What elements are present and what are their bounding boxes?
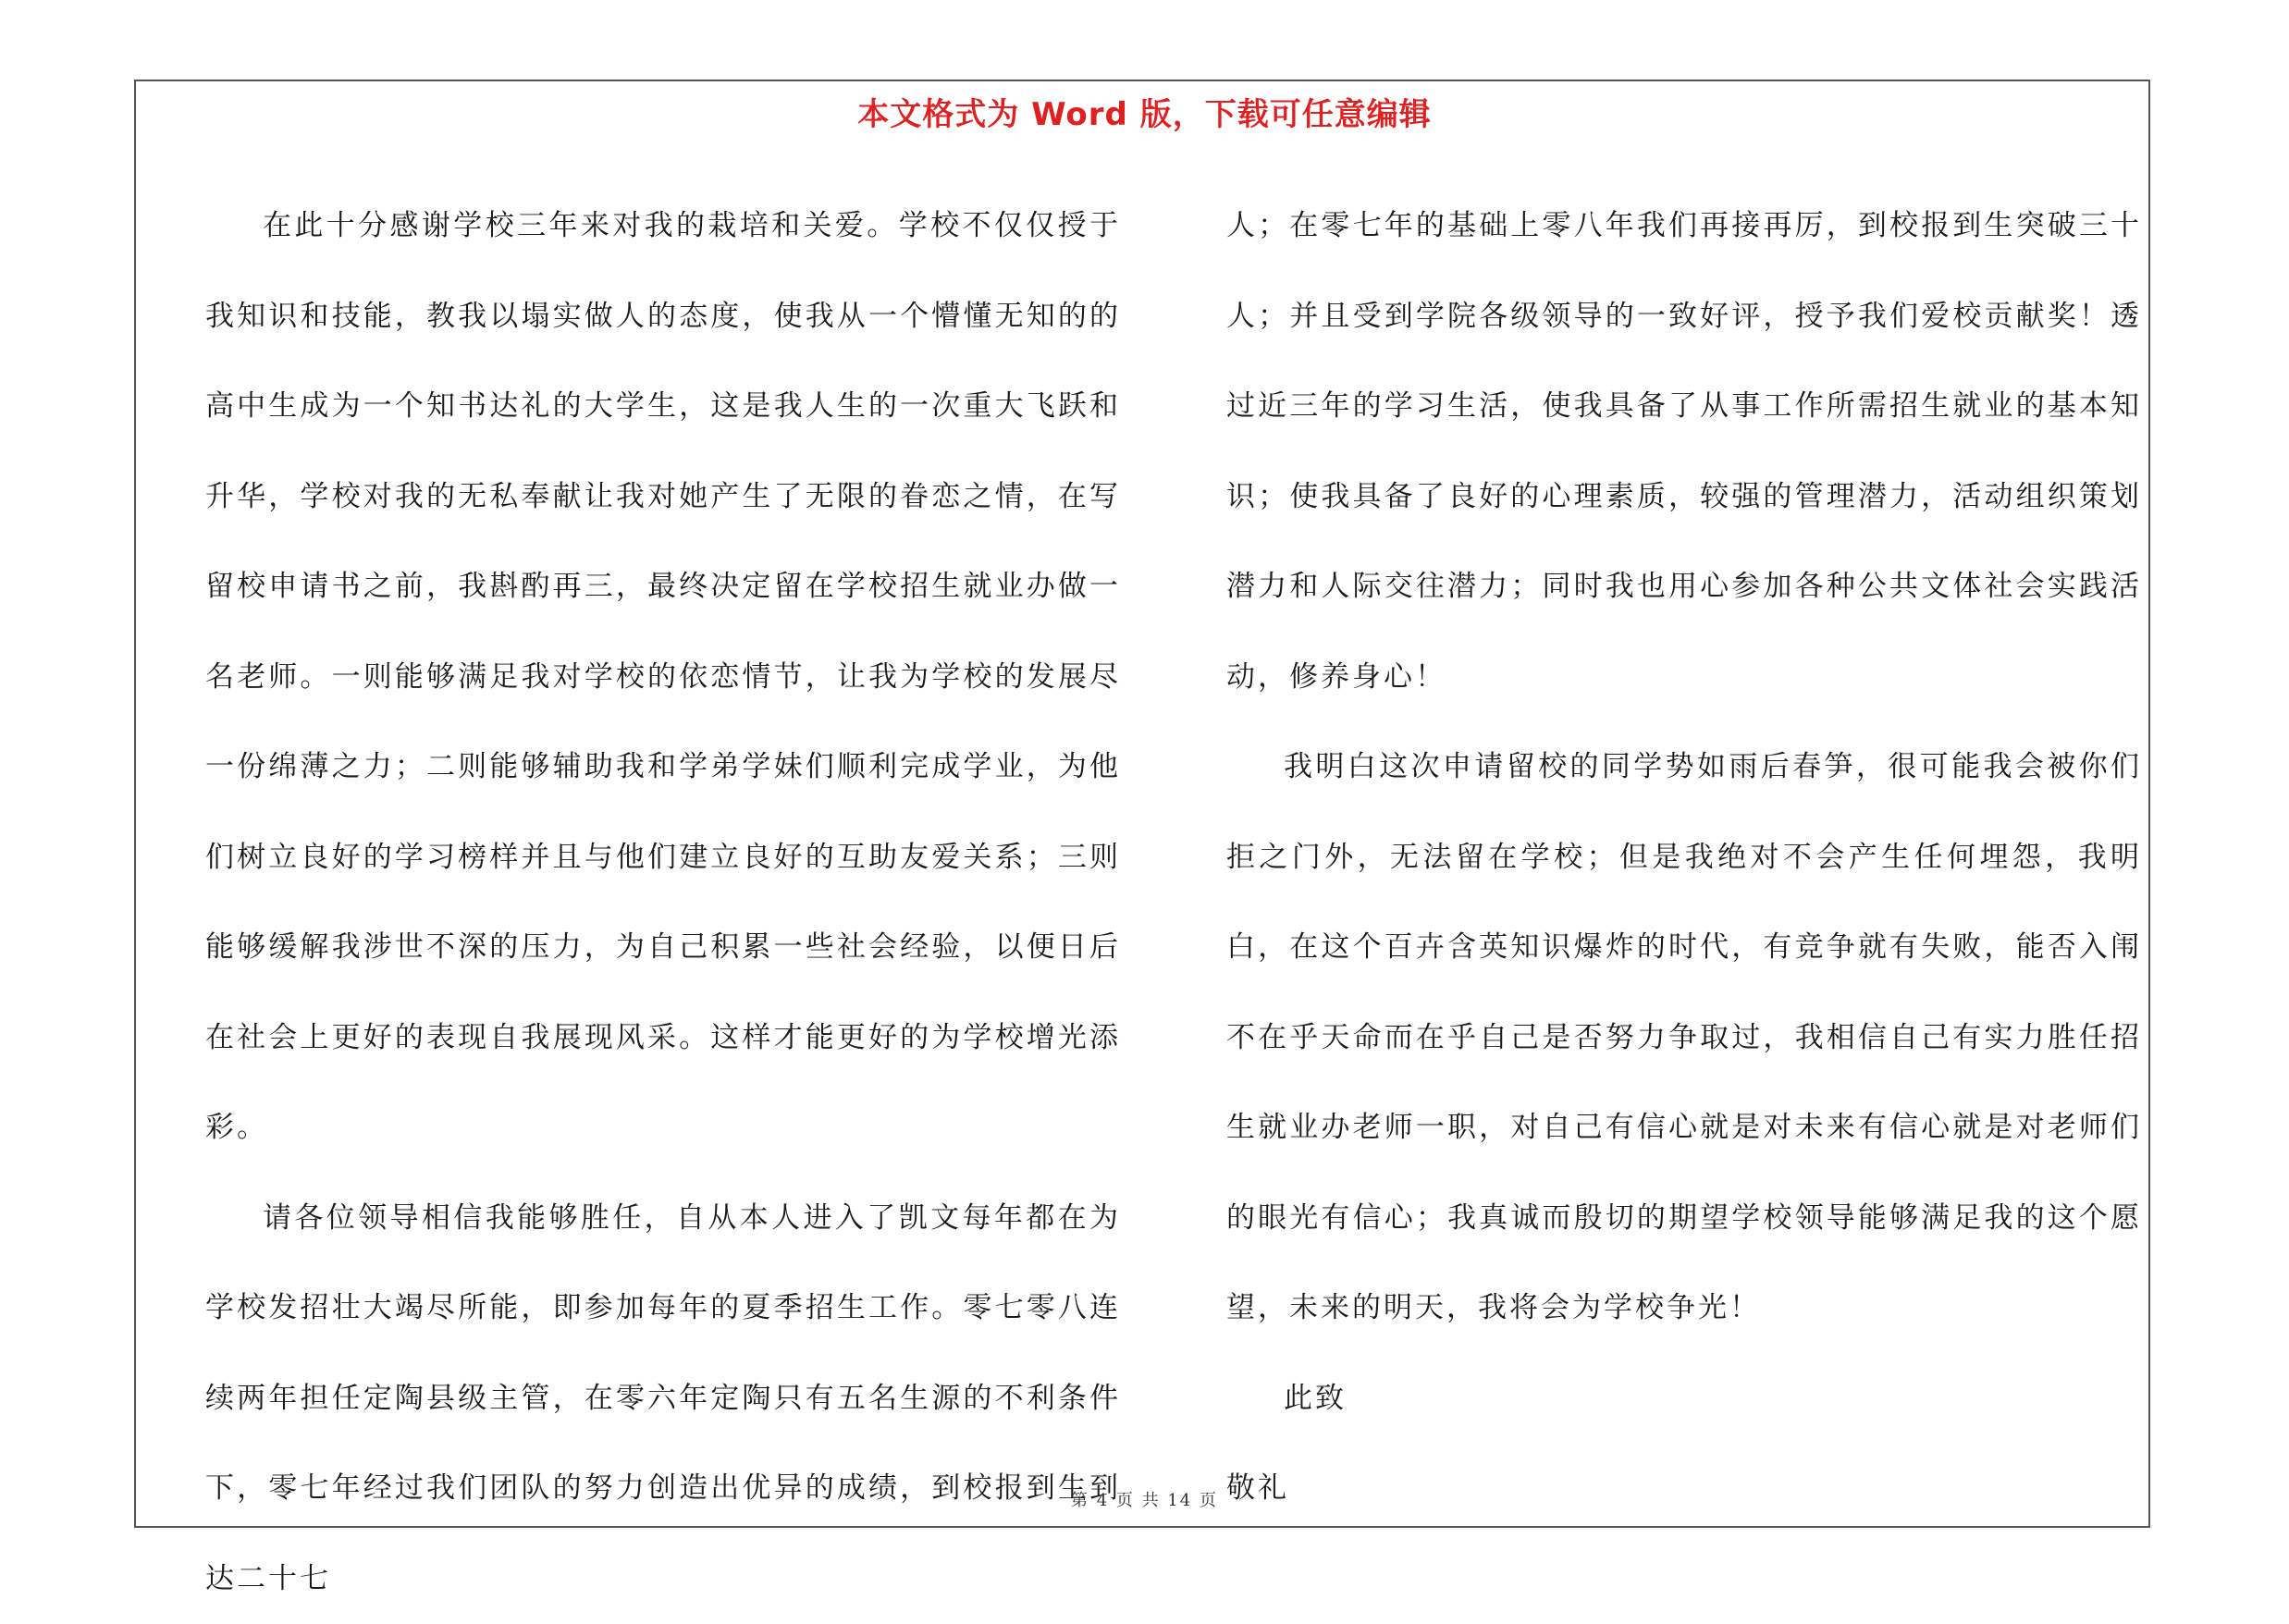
closing-salutation: 此致 xyxy=(1226,1354,2142,1445)
page-number: 第 4 页 共 14 页 xyxy=(0,1487,2289,1511)
body-paragraph: 请各位领导相信我能够胜任，自从本人进入了凯文每年都在为学校发招壮大竭尽所能，即参加每年的夏季招生工作。零七零八连续两年担任定陶县级主管，在零六年定陶只有五名生源的不利条件下，零七年经过我们团队的努力创造出优异的成绩，到校报到生到达二十七 xyxy=(205,1174,1121,1624)
body-paragraph: 我明白这次申请留校的同学势如雨后春笋，很可能我会被你们拒之门外，无法留在学校；但是我绝对不会产生任何埋怨，我明白，在这个百卉含英知识爆炸的时代，有竞争就有失败，能否入闱不在乎天命而在乎自己是否努力争取过，我相信自己有实力胜任招生就业办老师一职，对自己有信心就是对未来有信心就是对老师们的眼光有信心；我真诚而殷切的期望学校领导能够满足我的这个愿望，未来的明天，我将会为学校争光！ xyxy=(1226,722,2142,1354)
body-paragraph: 在此十分感谢学校三年来对我的栽培和关爱。学校不仅仅授于我知识和技能，教我以塌实做人的态度，使我从一个懵懂无知的的高中生成为一个知书达礼的大学生，这是我人生的一次重大飞跃和升华，学校对我的无私奉献让我对她产生了无限的眷恋之情，在写留校申请书之前，我斟酌再三，最终决定留在学校招生就业办做一名老师。一则能够满足我对学校的依恋情节，让我为学校的发展尽一份绵薄之力；二则能够辅助我和学弟学妹们顺利完成学业，为他们树立良好的学习榜样并且与他们建立良好的互助友爱关系；三则能够缓解我涉世不深的压力，为自己积累一些社会经验，以便日后在社会上更好的表现自我展现风采。这样才能更好的为学校增光添彩。 xyxy=(205,181,1121,1174)
document-banner: 本文格式为 Word 版，下载可任意编辑 xyxy=(0,89,2289,134)
closing-regards: 敬礼 xyxy=(1226,1444,2142,1534)
body-paragraph: 人；在零七年的基础上零八年我们再接再厉，到校报到生突破三十人；并且受到学院各级领导的一致好评，授予我们爱校贡献奖！透过近三年的学习生活，使我具备了从事工作所需招生就业的基本知识；使我具备了良好的心理素质，较强的管理潜力，活动组织策划潜力和人际交往潜力；同时我也用心参加各种公共文体社会实践活动，修养身心！ xyxy=(1226,181,2142,722)
right-column xyxy=(1226,181,2142,1534)
left-column xyxy=(205,181,1121,1624)
